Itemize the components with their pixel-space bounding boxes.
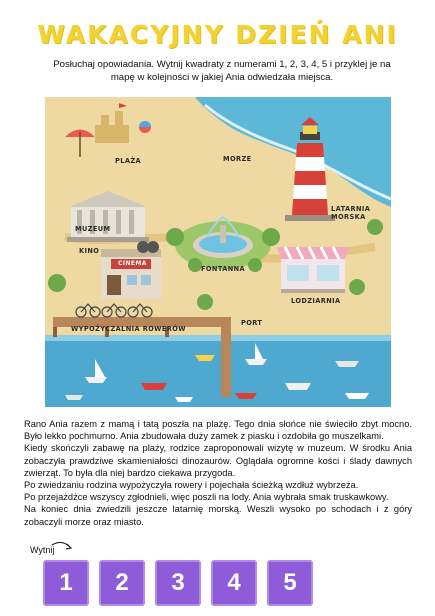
label-bike-rental: WYPOŻYCZALNIA ROWERÓW <box>71 325 186 333</box>
instruction-text: Posłuchaj opowiadania. Wytnij kwadraty z numerami 1, 2, 3, 4, 5 i przyklej je na mapę w kolejności w jakiej Ania odwiedzała miejsca. <box>53 59 391 83</box>
label-port: PORT <box>241 319 263 327</box>
illustrated-map <box>45 97 391 407</box>
story-paragraph: Po przejażdżce wszyscy zgłodnieli, więc poszli na lody. Ania wybrała smak truskawkowy. <box>24 492 389 503</box>
number-box-4[interactable]: 4 <box>211 560 257 606</box>
story-paragraph: Rano Ania razem z mamą i tatą poszła na plażę. Tego dnia słońce nie świeciło zbyt mocno. Było lekko pochmurno. Ania zbudowała duży zamek z piasku i ozdobiła go muszelkami. <box>24 419 412 442</box>
ice-cream-shop-icon <box>277 247 349 293</box>
story-paragraph: Na koniec dnia zwiedzili jeszcze latarnię morską. Weszli wysoko po schodach i z góry zobaczyli morze oraz miasto. <box>24 504 412 527</box>
label-beach: PLAŻA <box>115 157 142 165</box>
label-cinema-sign: CINEMA <box>118 260 147 267</box>
number-box-5[interactable]: 5 <box>267 560 313 606</box>
label-museum: MUZEUM <box>75 225 111 233</box>
cut-label: Wytnij <box>30 545 55 555</box>
label-sea: MORZE <box>223 155 252 163</box>
number-box-2[interactable]: 2 <box>99 560 145 606</box>
label-cinema: KINO <box>79 247 100 255</box>
story-paragraph: Po zwiedzaniu rodzina wypożyczyła rowery i pojechała ścieżką wzdłuż wybrzeża. <box>24 480 359 491</box>
story-paragraph: Kiedy skończyli zabawę na plaży, rodzice zaproponowali wizytę w muzeum. W środku Ania zobaczyła prawdziwe skamieniałości dinozaurów. Oglądała ogromne kości i ślady dawnych zwierząt. To była dla niej bardzo ciekawa przygoda. <box>24 443 412 478</box>
label-fountain: FONTANNA <box>201 265 246 273</box>
label-ice-cream-shop: LODZIARNIA <box>291 297 341 305</box>
number-boxes <box>43 560 373 608</box>
curved-arrow-icon <box>50 539 76 557</box>
page-title: WAKACYJNY DZIEŃ ANI <box>37 20 398 49</box>
label-lighthouse: LATARNIA MORSKA <box>331 205 371 221</box>
story-text <box>24 418 412 528</box>
number-box-1[interactable]: 1 <box>43 560 89 606</box>
cinema-building-icon <box>101 241 161 299</box>
number-box-3[interactable]: 3 <box>155 560 201 606</box>
